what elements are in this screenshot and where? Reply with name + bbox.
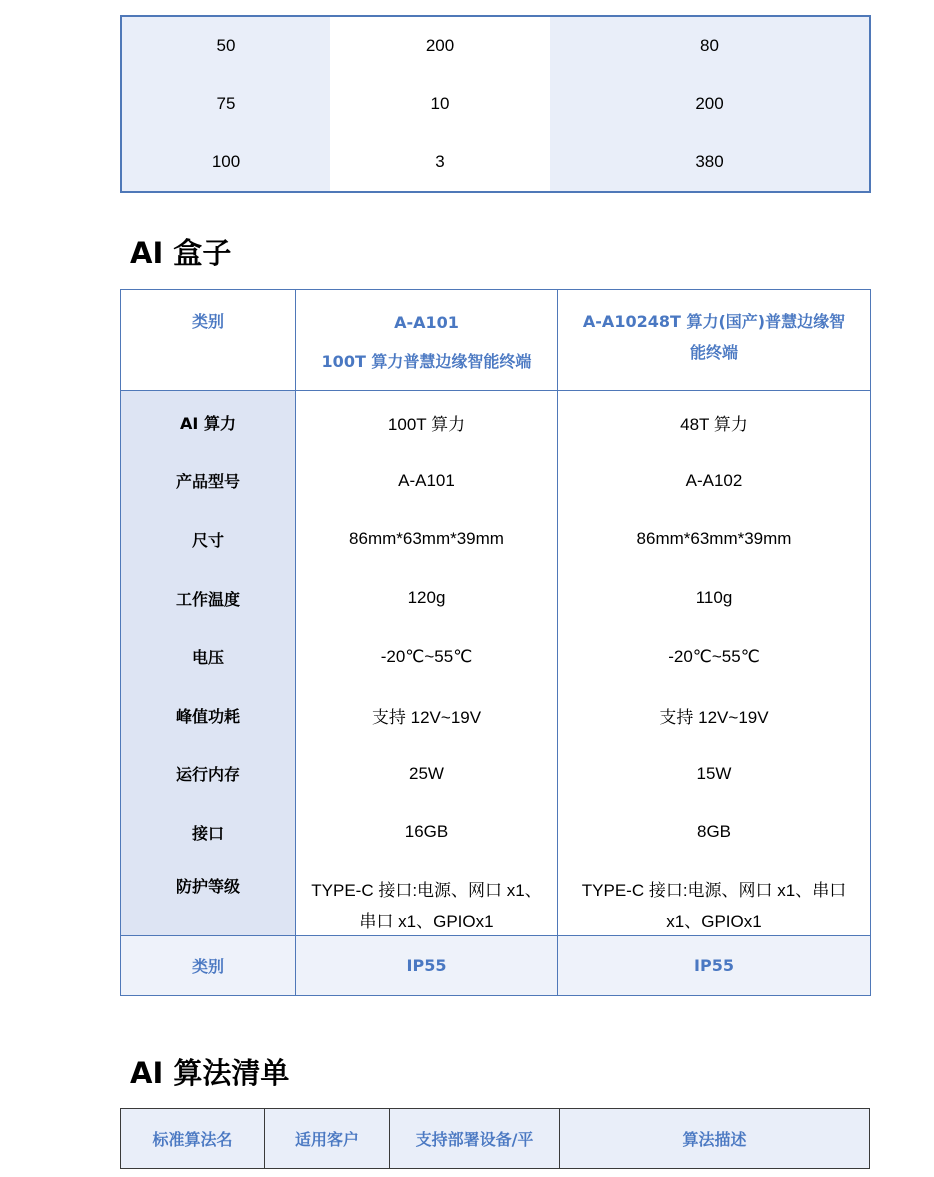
column-header: 标准算法名 — [121, 1109, 265, 1169]
table-cell: 200 — [550, 75, 869, 133]
column-header: 支持部署设备/平 — [390, 1109, 560, 1169]
spec-label: AI 算力 — [180, 413, 236, 433]
spec-label: 防护等级 — [175, 876, 240, 896]
footer-cell: IP55 — [296, 935, 558, 995]
header-category — [121, 290, 296, 391]
spec-value: 120g — [407, 588, 446, 608]
top-data-table — [120, 15, 871, 193]
spec-values-a101 — [296, 391, 558, 936]
spec-value: A-A102 — [685, 470, 743, 490]
table-body-row — [121, 391, 871, 936]
table-header-row — [121, 290, 871, 391]
spec-value-interface — [296, 862, 557, 935]
spec-value: 8GB — [696, 822, 732, 842]
spec-value: 16GB — [404, 822, 449, 842]
header-product-a101 — [296, 290, 558, 391]
spec-value: 86mm*63mm*39mm — [636, 529, 792, 549]
algo-list-table — [120, 1108, 870, 1169]
table-cell: 200 — [330, 17, 550, 75]
spec-label: 尺寸 — [191, 530, 224, 550]
spec-value: 25W — [409, 763, 444, 783]
spec-value: A-A101 — [398, 470, 455, 490]
header-label: 类别 — [191, 312, 224, 331]
spec-label-column — [121, 391, 296, 936]
spec-value: 支持 12V~19V — [371, 707, 482, 727]
spec-label: 接口 — [191, 823, 224, 843]
footer-cell: 类别 — [121, 935, 296, 995]
spec-label: 工作温度 — [175, 589, 240, 609]
interface-line: TYPE-C 接口:电源、网口 x1、串口 — [581, 880, 847, 900]
spec-value: 86mm*63mm*39mm — [349, 529, 504, 549]
table-cell: 80 — [550, 17, 869, 75]
interface-line: x1、GPIOx1 — [666, 911, 762, 931]
header-line: 100T 算力普慧边缘智能终端 — [321, 352, 532, 371]
column-header: 算法描述 — [560, 1109, 870, 1169]
spec-label: 运行内存 — [175, 765, 240, 785]
table-row — [122, 17, 869, 75]
spec-value: 110g — [695, 588, 733, 608]
header-line: A-A101 — [394, 313, 459, 332]
spec-values-a102 — [558, 391, 871, 936]
spec-value: 15W — [696, 763, 732, 783]
header-product-a102 — [558, 290, 871, 391]
header-line: A-A10248T 算力(国产)普慧边缘智 — [582, 312, 846, 331]
spec-value: -20℃~55℃ — [668, 646, 760, 666]
spec-value-interface — [558, 862, 870, 935]
spec-label: 产品型号 — [175, 472, 240, 492]
header-line: 能终端 — [689, 343, 738, 362]
spec-value: 48T 算力 — [680, 414, 748, 434]
table-row — [122, 75, 869, 133]
spec-label: 峰值功耗 — [175, 706, 240, 726]
spec-label: 电压 — [191, 648, 224, 668]
ai-box-spec-table — [120, 289, 871, 996]
table-cell: 100 — [122, 133, 330, 191]
table-cell: 50 — [122, 17, 330, 75]
section-title-ai-box: AI 盒子 — [130, 236, 232, 270]
table-row — [122, 133, 869, 191]
spec-value: -20℃~55℃ — [380, 646, 473, 666]
interface-line: 串口 x1、GPIOx1 — [359, 911, 494, 931]
column-header: 适用客户 — [265, 1109, 390, 1169]
table-footer-row — [121, 935, 871, 995]
section-title-algo-list: AI 算法清单 — [130, 1056, 290, 1090]
table-cell: 380 — [550, 133, 869, 191]
table-cell: 3 — [330, 133, 550, 191]
spec-value: 支持 12V~19V — [659, 707, 769, 727]
table-cell: 75 — [122, 75, 330, 133]
spec-value: 100T 算力 — [387, 414, 466, 434]
interface-line: TYPE-C 接口:电源、网口 x1、 — [311, 880, 542, 900]
footer-cell: IP55 — [558, 935, 871, 995]
table-header-row — [121, 1109, 870, 1169]
table-cell: 10 — [330, 75, 550, 133]
